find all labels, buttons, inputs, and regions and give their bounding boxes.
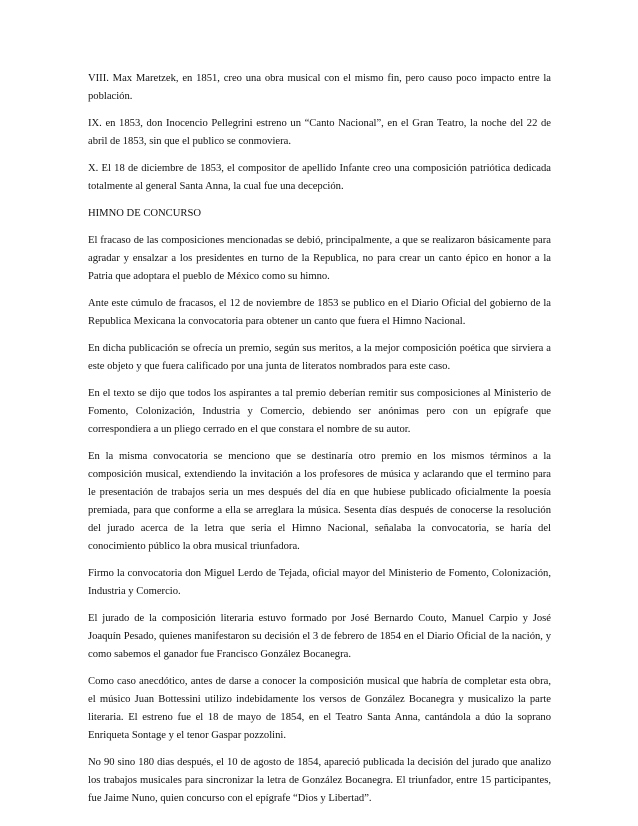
paragraph: Como caso anecdótico, antes de darse a conocer la composición musical que habría de completar esta obra, el músico Juan Bottessini utilizo indebidamente los versos de González Bocanegra y musicalizo la parte literaria. El estreno fue el 18 de mayo de 1854, en el Teatro Santa Anna, cantándola a dúo la soprano Enriqueta Sontage y el tenor Gaspar pozzolini. <box>88 676 551 741</box>
paragraph: Ante este cúmulo de fracasos, el 12 de noviembre de 1853 se publico en el Diario Oficial del gobierno de la Republica Mexicana la convocatoria para obtener un canto que fuera el Himno Nacional. <box>88 298 551 327</box>
paragraph: En dicha publicación se ofrecía un premio, según sus meritos, a la mejor composición poética que sirviera a este objeto y que fuera calificado por una junta de literatos nombrados para este caso. <box>88 343 551 372</box>
paragraph: En el texto se dijo que todos los aspirantes a tal premio deberían remitir sus composiciones al Ministerio de Fomento, Colonización, Industria y Comercio, debiendo ser anónimas pero con un epígrafe que correspondiera a un pliego cerrado en el que constara el nombre de su autor. <box>88 388 551 435</box>
paragraph: El jurado de la composición literaria estuvo formado por José Bernardo Couto, Manuel Carpio y José Joaquín Pesado, quienes manifestaron su decisión el 3 de febrero de 1854 en el Diario Oficial de la nación, y como sabemos el ganador fue Francisco González Bocanegra. <box>88 613 551 660</box>
paragraph: Firmo la convocatoria don Miguel Lerdo de Tejada, oficial mayor del Ministerio de Fomento, Colonización, Industria y Comercio. <box>88 568 551 597</box>
paragraph-ix: IX. en 1853, don Inocencio Pellegrini estreno un “Canto Nacional”, en el Gran Teatro, la noche del 22 de abril de 1853, sin que el publico se conmoviera. <box>88 118 551 147</box>
paragraph: El fracaso de las composiciones mencionadas se debió, principalmente, a que se realizaron básicamente para agradar y ensalzar a los presidentes en turno de la Republica, no para crear un canto épico en honor a la Patria que adoptara el pueblo de México como su himno. <box>88 235 551 282</box>
paragraph-viii: VIII. Max Maretzek, en 1851, creo una obra musical con el mismo fin, pero causo poco impacto entre la población. <box>88 73 551 102</box>
paragraph: No 90 sino 180 dias después, el 10 de agosto de 1854, apareció publicada la decisión del jurado que analizo los trabajos musicales para sincronizar la letra de González Bocanegra. El triunfador, entre 15 participantes, fue Jaime Nuno, quien concurso con el epígrafe “Dios y Libertad”. <box>88 757 551 804</box>
section-heading: HIMNO DE CONCURSO <box>88 208 202 219</box>
document-page <box>88 70 551 817</box>
paragraph: En la misma convocatoria se menciono que se destinaría otro premio en los mismos términos a la composición musical, extendiendo la invitación a los profesores de música y aclarando que el termino para le presentación de trabajos seria un mes después del día en que hubiese publicado oficialmente la poesía premiada, para que conforme a ella se arreglara la música. Sesenta días después de conocerse la resolución del jurado acerca de la letra que seria el Himno Nacional, señalaba la convocatoria, se haría del conocimiento público la obra musical triunfadora. <box>88 451 551 552</box>
paragraph-x: X. El 18 de diciembre de 1853, el compositor de apellido Infante creo una composición patriótica dedicada totalmente al general Santa Anna, la cual fue una decepción. <box>88 163 551 192</box>
